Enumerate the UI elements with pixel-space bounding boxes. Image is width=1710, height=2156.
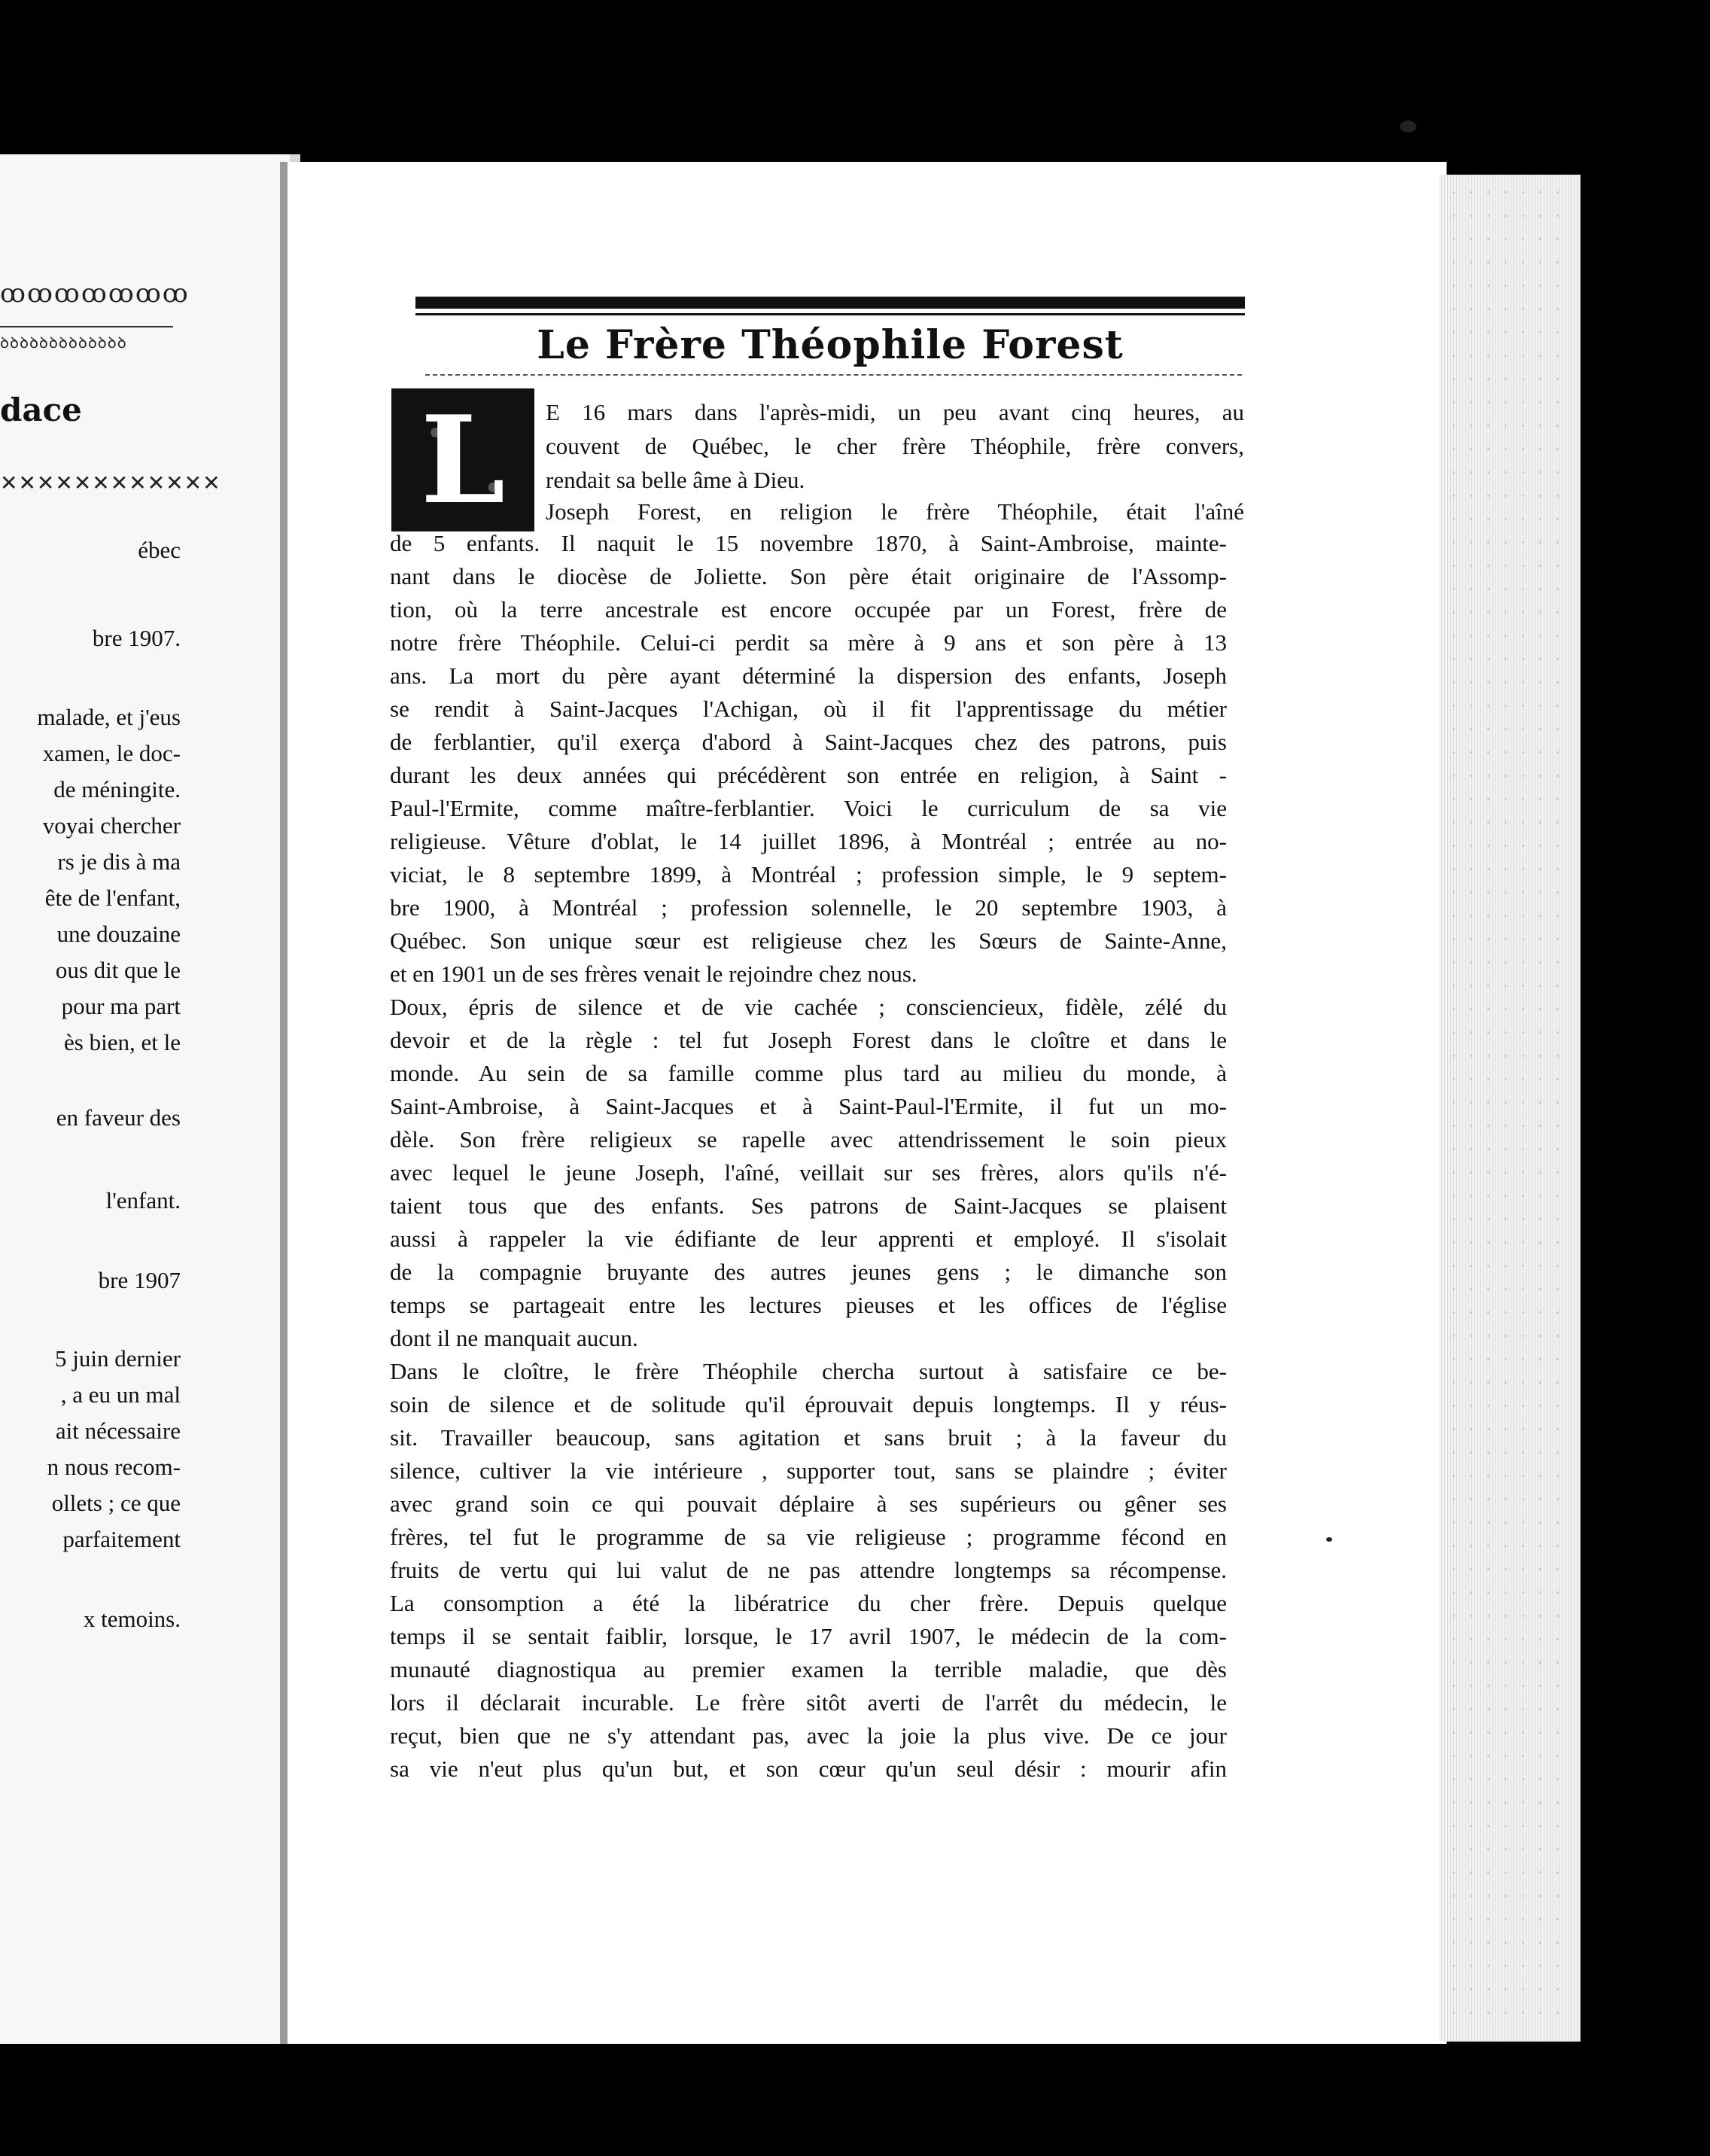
header-bar bbox=[415, 297, 1245, 309]
article-line: durant les deux années qui précédèrent son entrée en religion, à Saint - bbox=[390, 762, 1227, 788]
left-page-line: pour ma part bbox=[61, 993, 181, 1019]
article-line: aussi à rappeler la vie édifiante de leur apprenti et employé. Il s'isolait bbox=[390, 1226, 1227, 1252]
article-line: ans. La mort du père ayant déterminé la dispersion des enfants, Joseph bbox=[390, 662, 1227, 689]
header-rule bbox=[415, 313, 1245, 315]
article-line: E 16 mars dans l'après-midi, un peu avant cinq heures, au bbox=[546, 399, 1244, 425]
left-page bbox=[0, 154, 300, 2044]
left-page-line: rs je dis à ma bbox=[57, 848, 181, 875]
article-line: de 5 enfants. Il naquit le 15 novembre 1870, à Saint-Ambroise, mainte- bbox=[390, 530, 1227, 556]
article-line: devoir et de la règle : tel fut Joseph Forest dans le cloître et dans le bbox=[390, 1027, 1227, 1053]
left-page-line: ous dit que le bbox=[55, 957, 181, 983]
left-page-line: ollets ; ce que bbox=[51, 1490, 181, 1516]
left-page-line: , a eu un mal bbox=[60, 1381, 181, 1408]
article-line: Dans le cloître, le frère Théophile chercha surtout à satisfaire ce be- bbox=[390, 1358, 1227, 1384]
article-line: Paul-l'Ermite, comme maître-ferblantier. Voici le curriculum de sa vie bbox=[390, 795, 1227, 821]
article-line: temps se partageait entre les lectures pieuses et les offices de l'église bbox=[390, 1292, 1227, 1318]
article-line: lors il déclarait incurable. Le frère sitôt averti de l'arrêt du médecin, le bbox=[390, 1689, 1227, 1716]
article-line: bre 1900, à Montréal ; profession solennelle, le 20 septembre 1903, à bbox=[390, 894, 1227, 921]
title-rule bbox=[425, 374, 1242, 376]
left-page-line: voyai chercher bbox=[42, 812, 181, 839]
article-line: reçut, bien que ne s'y attendant pas, avec la joie la plus vive. De ce jour bbox=[390, 1722, 1227, 1749]
article-line: Doux, épris de silence et de vie cachée ; consciencieux, fidèle, zélé du bbox=[390, 994, 1227, 1020]
article-line: frères, tel fut le programme de sa vie religieuse ; programme fécond en bbox=[390, 1524, 1227, 1550]
ornament-border-top: ꝏꝏꝏꝏꝏꝏꝏ bbox=[0, 279, 190, 309]
ornament-rule bbox=[0, 326, 173, 327]
article-line: La consomption a été la libératrice du cher frère. Depuis quelque bbox=[390, 1590, 1227, 1616]
left-page-line: 5 juin dernier bbox=[54, 1345, 181, 1372]
left-page-line: ait nécessaire bbox=[55, 1418, 181, 1444]
scan-speck bbox=[1326, 1537, 1332, 1542]
left-page-line: parfaitement bbox=[62, 1526, 181, 1552]
left-page-line: xamen, le doc- bbox=[42, 740, 181, 766]
ornamental-dropcap: L bbox=[391, 388, 534, 531]
article-line: temps il se sentait faiblir, lorsque, le 17 avril 1907, le médecin de la com- bbox=[390, 1623, 1227, 1649]
left-page-line: ête de l'enfant, bbox=[44, 885, 181, 911]
article-line: de ferblantier, qu'il exerça d'abord à Saint-Jacques chez des patrons, puis bbox=[390, 729, 1227, 755]
article-line: avec lequel le jeune Joseph, l'aîné, veillait sur ses frères, alors qu'ils n'é- bbox=[390, 1159, 1227, 1186]
article-line: nant dans le diocèse de Joliette. Son père était originaire de l'Assomp- bbox=[390, 563, 1227, 589]
article-title: Le Frère Théophile Forest bbox=[537, 322, 1124, 368]
left-page-line: n nous recom- bbox=[47, 1454, 181, 1480]
article-line: tion, où la terre ancestrale est encore occupée par un Forest, frère de bbox=[390, 596, 1227, 623]
article-line: religieuse. Vêture d'oblat, le 14 juillet 1896, à Montréal ; entrée au no- bbox=[390, 828, 1227, 854]
left-page-line: bre 1907. bbox=[92, 625, 181, 651]
article-line: notre frère Théophile. Celui-ci perdit sa mère à 9 ans et son père à 13 bbox=[390, 629, 1227, 656]
ornament-border-row: ꝺꝺꝺꝺꝺꝺꝺꝺꝺꝺꝺꝺꝺ bbox=[0, 333, 127, 352]
article-line: taient tous que des enfants. Ses patrons de Saint-Jacques se plaisent bbox=[390, 1192, 1227, 1219]
article-line: Saint-Ambroise, à Saint-Jacques et à Saint-Paul-l'Ermite, il fut un mo- bbox=[390, 1093, 1227, 1119]
article-line: couvent de Québec, le cher frère Théophile, frère convers, bbox=[546, 433, 1244, 459]
article-line: se rendit à Saint-Jacques l'Achigan, où il fit l'apprentissage du métier bbox=[390, 696, 1227, 722]
article-line: Joseph Forest, en religion le frère Théophile, était l'aîné bbox=[546, 498, 1244, 525]
article-line: sit. Travailler beaucoup, sans agitation et sans bruit ; à la faveur du bbox=[390, 1424, 1227, 1451]
article-line: monde. Au sein de sa famille comme plus tard au milieu du monde, à bbox=[390, 1060, 1227, 1086]
article-line: fruits de vertu qui lui valut de ne pas attendre longtemps sa récompense. bbox=[390, 1557, 1227, 1583]
left-page-line: de méningite. bbox=[53, 776, 181, 802]
left-page-line: ès bien, et le bbox=[64, 1029, 181, 1055]
left-page-line: ébec bbox=[138, 537, 181, 563]
article-line: sa vie n'eut plus qu'un but, et son cœur qu'un seul désir : mourir afin bbox=[390, 1756, 1227, 1782]
article-line: de la compagnie bruyante des autres jeunes gens ; le dimanche son bbox=[390, 1259, 1227, 1285]
article-line: silence, cultiver la vie intérieure , supporter tout, sans se plaindre ; éviter bbox=[390, 1457, 1227, 1484]
scan-speck bbox=[1400, 120, 1416, 132]
article-line: rendait sa belle âme à Dieu. bbox=[546, 467, 805, 493]
left-page-line: malade, et j'eus bbox=[37, 704, 181, 730]
left-page-line: bre 1907 bbox=[98, 1267, 181, 1293]
article-line: Québec. Son unique sœur est religieuse chez les Sœurs de Sainte-Anne, bbox=[390, 927, 1227, 954]
article-line: avec grand soin ce qui pouvait déplaire à ses supérieurs ou gêner ses bbox=[390, 1491, 1227, 1517]
page-edges-texture bbox=[1445, 181, 1573, 2033]
article-line: dont il ne manquait aucun. bbox=[390, 1325, 638, 1351]
article-line: viciat, le 8 septembre 1899, à Montréal ; profession simple, le 9 septem- bbox=[390, 861, 1227, 888]
left-page-line: en faveur des bbox=[56, 1104, 181, 1131]
left-page-line: l'enfant. bbox=[105, 1187, 181, 1214]
left-page-line: x temoins. bbox=[83, 1606, 181, 1632]
left-page-line: une douzaine bbox=[56, 921, 181, 947]
ornament-border-bottom: ✕✕✕✕✕✕✕✕✕✕✕✕ bbox=[0, 470, 221, 495]
left-page-heading: dace bbox=[0, 391, 82, 428]
article-line: et en 1901 un de ses frères venait le rejoindre chez nous. bbox=[390, 961, 917, 987]
article-line: munauté diagnostiqua au premier examen la terrible maladie, que dès bbox=[390, 1656, 1227, 1682]
article-line: soin de silence et de solitude qu'il éprouvait depuis longtemps. Il y réus- bbox=[390, 1391, 1227, 1418]
article-line: dèle. Son frère religieux se rapelle avec attendrissement le soin pieux bbox=[390, 1126, 1227, 1153]
